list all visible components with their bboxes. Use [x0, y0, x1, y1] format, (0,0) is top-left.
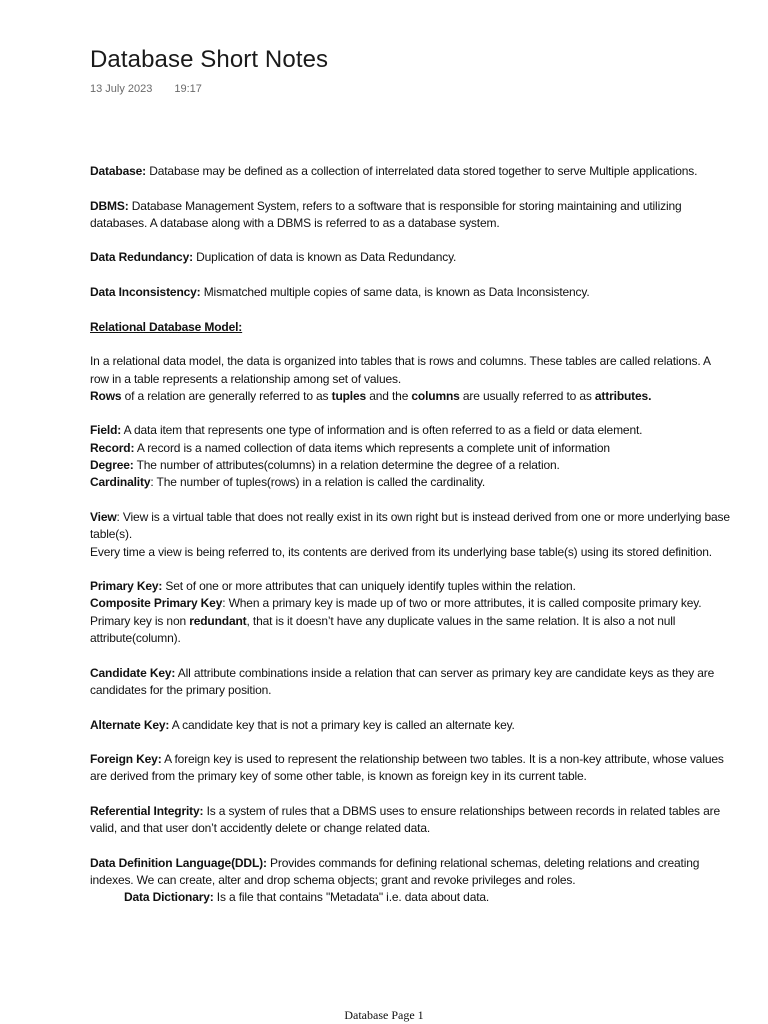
term-columns: columns: [411, 388, 460, 403]
note-time: 19:17: [174, 83, 202, 95]
page-footer: Database Page 1: [344, 1008, 424, 1022]
term-data-dictionary: Data Dictionary:: [124, 890, 214, 905]
paragraph-cardinality: [90, 474, 730, 491]
term-view: View: [90, 509, 117, 524]
term-inconsistency: Data Inconsistency:: [90, 285, 201, 300]
definition-database: Database may be defined as a collection of interrelated data stored together to serve Multiple applications.: [146, 164, 698, 178]
non-redundant-text-1: Primary key is non: [90, 613, 190, 628]
definition-referential-integrity: Is a system of rules that a DBMS uses to ensure relationships between records in related tables are valid, and that user don’t accidently delete or change related data.: [90, 803, 720, 836]
definition-alternate-key: A candidate key that is not a primary key is called an alternate key.: [169, 717, 515, 732]
definition-primary-key: Set of one or more attributes that can uniquely identify tuples within the relation.: [162, 579, 576, 594]
term-composite-key: Composite Primary Key: [90, 596, 223, 611]
definition-record: A record is a named collection of data items which represents a complete unit of information: [134, 440, 610, 455]
definition-dbms: Database Management System, refers to a software that is responsible for storing maintaining and utilizing databases. A database along with a DBMS is referred to as a database system.: [90, 198, 682, 230]
term-primary-key: Primary Key:: [90, 579, 163, 594]
term-redundant: redundant: [189, 613, 247, 628]
page-title: Database Short Notes: [90, 46, 329, 73]
paragraph-redundancy: [90, 249, 730, 266]
term-ddl: Data Definition Language(DDL):: [90, 855, 267, 870]
paragraph-referential-integrity: [90, 803, 730, 838]
definition-degree: The number of attributes(columns) in a relation determine the degree of a relation.: [133, 458, 560, 473]
definition-inconsistency: Mismatched multiple copies of same data, is known as Data Inconsistency.: [200, 285, 590, 300]
note-body: [90, 163, 730, 907]
paragraph-data-dictionary: [90, 889, 730, 906]
paragraph-field: [90, 422, 730, 439]
term-dbms: DBMS:: [90, 198, 129, 213]
paragraph-rows: [90, 388, 730, 405]
rows-text-3: are usually referred to as: [459, 388, 595, 403]
term-tuples: tuples: [331, 388, 367, 403]
paragraph-relational-intro: In a relational data model, the data is organized into tables that is rows and columns. These tables are called relations. A row in a table represents a relationship among set of values.: [90, 354, 711, 386]
paragraph-primary-key: [90, 578, 730, 595]
definition-field: A data item that represents one type of information and is often referred to as a field or data element.: [121, 423, 643, 438]
paragraph-ddl: [90, 855, 730, 890]
rows-text-1: of a relation are generally referred to as: [121, 388, 332, 403]
paragraph-inconsistency: [90, 284, 730, 301]
paragraph-view: [90, 509, 730, 544]
definition-cardinality: : The number of tuples(rows) in a relation is called the cardinality.: [150, 475, 486, 490]
term-database: Database:: [90, 164, 147, 178]
note-date: 13 July 2023: [90, 83, 153, 95]
definition-data-dictionary: Is a file that contains "Metadata" i.e. data about data.: [213, 890, 490, 905]
non-redundant-text-2: , that is it doesn’t have any duplicate values in the same relation. It is also a not null attribute(column).: [90, 613, 676, 646]
term-cardinality: Cardinality: [90, 475, 151, 490]
term-referential-integrity: Referential Integrity:: [90, 803, 204, 818]
paragraph-dbms: [90, 198, 730, 233]
heading-relational-model: [90, 319, 730, 336]
term-degree: Degree:: [90, 458, 134, 473]
definition-ddl: Provides commands for defining relational schemas, deleting relations and creating indexes. We can create, alter and drop schema objects; grant and revoke privileges and roles.: [90, 855, 700, 888]
term-alternate-key: Alternate Key:: [90, 717, 170, 732]
term-attributes: attributes.: [594, 388, 652, 403]
paragraph-alternate-key: [90, 717, 730, 734]
term-foreign-key: Foreign Key:: [90, 752, 162, 767]
definition-view: : View is a virtual table that does not really exist in its own right but is instead derived from one or more underlying base table(s).: [90, 509, 730, 542]
paragraph-view-2: Every time a view is being referred to, its contents are derived from its underlying base table(s) using its stored definition.: [90, 544, 712, 559]
definition-foreign-key: A foreign key is used to represent the relationship between two tables. It is a non-key attribute, whose values are derived from the primary key of some other table, is known as foreign key in its current table.: [90, 752, 724, 784]
term-record: Record:: [90, 440, 135, 455]
definition-redundancy: Duplication of data is known as Data Redundancy.: [192, 250, 457, 265]
paragraph-composite-key: [90, 595, 730, 612]
paragraph-degree: [90, 457, 730, 474]
note-timestamp: [90, 83, 202, 95]
term-redundancy: Data Redundancy:: [90, 250, 193, 265]
rows-text-2: and the: [366, 388, 412, 403]
paragraph-candidate-key: [90, 665, 730, 700]
paragraph-non-redundant: [90, 613, 730, 648]
term-rows: Rows: [90, 388, 122, 403]
term-candidate-key: Candidate Key:: [90, 665, 176, 680]
definition-composite-key: : When a primary key is made up of two or more attributes, it is called composite primary key.: [222, 596, 702, 611]
paragraph-record: [90, 440, 730, 457]
term-field: Field:: [90, 423, 122, 438]
paragraph-database: [90, 163, 730, 180]
relational-heading: Relational Database Model:: [90, 319, 243, 334]
paragraph-foreign-key: [90, 751, 730, 786]
definition-candidate-key: All attribute combinations inside a relation that can server as primary key are candidate keys as they are candidates for the primary position.: [90, 665, 715, 697]
